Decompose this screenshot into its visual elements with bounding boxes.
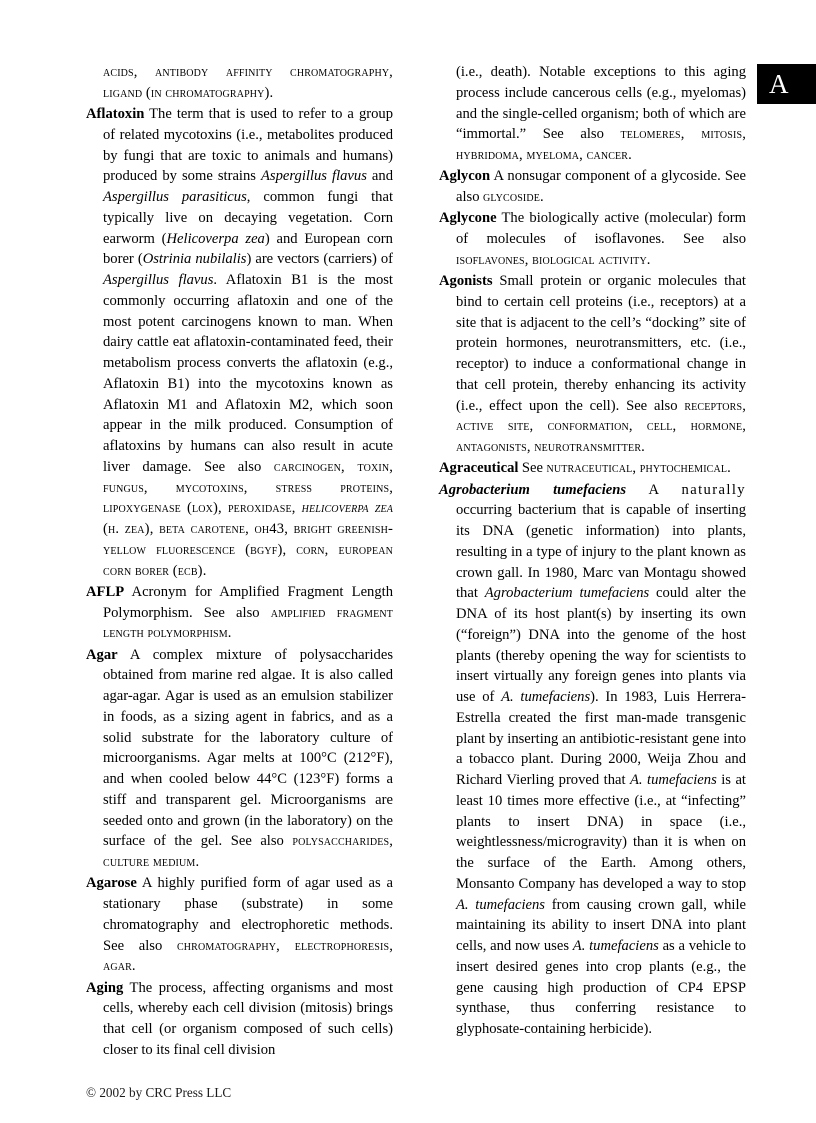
- cross-reference: polysaccharides, culture medium.: [103, 833, 393, 870]
- entry-text: See: [518, 460, 547, 477]
- scientific-name: Aspergillus flavus: [103, 272, 214, 288]
- cross-reference: nutraceutical, phytochemical.: [546, 460, 731, 477]
- entry-text: (i.e., death). Notable exceptions to this aging process include cancerous cells (e.g., myelomas) and the single-celled organism; both of which are “immortal.” See also: [456, 64, 746, 143]
- entry-headword: Agraceutical: [439, 460, 519, 477]
- entry-headword: Aglycone: [439, 210, 497, 227]
- cross-reference: (h. zea), beta carotene, oh43, bright greenish-yellow fluorescence (bgyf), corn, european corn borer (ecb).: [103, 521, 393, 579]
- entry-text: A: [626, 481, 682, 498]
- dictionary-entry: [86, 104, 393, 581]
- entry-text: as a vehicle to insert desired genes into crop plants (e.g., the gene causing high production of CP4 EPSP synthase, thus conferring resistance to glyphosate-containing herbicide).: [456, 938, 746, 1037]
- dictionary-entry: [439, 458, 746, 479]
- cross-reference: glycoside.: [483, 189, 544, 205]
- entry-text: The biologically active (molecular) form of molecules of isoflavones. See also: [456, 210, 746, 247]
- scientific-name: Ostrinia nubilalis: [142, 251, 247, 268]
- cross-reference: isoflavones, biological activity.: [456, 251, 651, 268]
- scientific-name: A. tumefaciens: [456, 896, 545, 913]
- alphabet-thumb-tab: A: [757, 64, 816, 104]
- dictionary-entry: [439, 271, 746, 458]
- two-column-text-body: [86, 62, 746, 1072]
- entry-continuation: [86, 62, 393, 104]
- entry-headword: Agarose: [86, 875, 137, 892]
- entry-headword: Agar: [86, 646, 118, 663]
- entry-text: naturally: [681, 481, 746, 498]
- entry-text: Acronym for Amplified Fragment Length Polymorphism. See also: [103, 583, 393, 621]
- cross-reference: receptors, active site, conformation, cell, hormone, antagonists, neurotransmitter.: [456, 397, 746, 455]
- entry-text: . Aflatoxin B1 is the most commonly occurring aflatoxin and one of the most potent carcinogens known to man. When dairy cattle eat aflatoxin-contaminated feed, their metabolism process converts the aflatoxin (e.g., Aflatoxin B1) into the mycotoxins known as Aflatoxin M1 and Aflatoxin M2, which soon appear in the milk produced. Consumption of aflatoxins by humans can also result in acute liver damage. See also: [103, 272, 393, 475]
- entry-text: occurring bacterium that is capable of inserting its DNA (genetic information) into plants, resulting in a type of injury to the plant known as crown gall. In 1980, Marc van Montagu showed that: [456, 502, 746, 602]
- entry-text: The term that is used to refer to a group of related mycotoxins (i.e., metabolites produced by fungi that are toxic to animals and humans) produced by some strains: [103, 106, 393, 185]
- entry-headword: Aging: [86, 979, 124, 996]
- entry-text: ). In 1983, Luis Herrera-Estrella created the first man-made transgenic plant by inserting an antibiotic-resistant gene into a tobacco plant. During 2000, Weija Zhou and Richard Vierling proved that: [456, 689, 746, 788]
- dictionary-entry: [439, 480, 746, 1040]
- entry-text: ) and European corn borer (: [103, 230, 393, 268]
- dictionary-entry: [86, 873, 393, 977]
- right-text-column: [439, 62, 746, 1072]
- entry-text: The process, affecting organisms and most cells, whereby each cell division (mitosis) brings that cell (or organism composed of such cells) closer to its final cell division: [103, 979, 393, 1058]
- entry-text: ) are vectors (carriers) of: [246, 251, 393, 268]
- dictionary-entry: [86, 645, 393, 873]
- scientific-name: A. tumefaciens: [572, 938, 659, 954]
- entry-text: Small protein or organic molecules that bind to certain cell proteins (i.e., receptors) at a site that is adjacent to the cell’s “docking” site of protein hormones, neurotransmitters, etc. (i.e., receptor) to induce a conformational change in that cell protein, thereby enhancing its activity (i.e., effect upon the cell). See also: [456, 273, 746, 414]
- entry-text: could alter the DNA of its host plant(s) by inserting its own (“foreign”) DNA into the genome of the host plants (thereby opening the way for scientists to insert virtually any foreign genes into plants via use of: [456, 585, 746, 705]
- dictionary-entry: [439, 166, 746, 208]
- entry-text: A highly purified form of agar used as a stationary phase (substrate) in some chromatography and electrophoretic methods. See also: [103, 875, 393, 954]
- copyright-footer: © 2002 by CRC Press LLC: [86, 1085, 232, 1100]
- dictionary-entry: [86, 978, 393, 1061]
- entry-headword: Agonists: [439, 273, 493, 289]
- entry-headword: Aglycon: [439, 168, 491, 185]
- cross-reference: helicoverpa zea: [301, 500, 393, 517]
- scientific-name: Aspergillus parasiticus: [103, 189, 247, 205]
- scientific-name: Agrobacterium tumefaciens: [484, 585, 650, 602]
- left-text-column: [86, 62, 393, 1072]
- scientific-name: Aspergillus flavus: [261, 168, 367, 185]
- entry-text: A complex mixture of polysaccharides obtained from marine red algae. It is also called agar-agar. Agar is used as an emulsion stabilizer in foods, as a sizing agent in fabrics, and as a solid substrate for the laboratory culture of microorganisms. Agar melts at 100°C (212°F), and when cooled below 44°C (123°F) forms a stiff and transparent gel. Microorganisms are seeded onto and grown (in the laboratory) on the surface of the gel. See also: [103, 646, 393, 850]
- entry-text: from causing crown gall, while maintaining its ability to insert DNA into plant cells, and now uses: [456, 896, 746, 954]
- entry-text: and: [366, 168, 393, 185]
- cross-reference: amplified fragment length polymorphism.: [103, 604, 393, 642]
- scientific-name: A. tumefaciens: [501, 689, 591, 705]
- cross-reference: acids, antibody affinity chromatography, ligand (in chromatography).: [103, 64, 393, 101]
- entry-headword: AFLP: [86, 583, 125, 600]
- entry-headword: Agrobacterium tumefaciens: [439, 481, 627, 498]
- scientific-name: A. tumefaciens: [630, 772, 717, 788]
- scientific-name: Helicoverpa zea: [166, 230, 265, 247]
- dictionary-entry: [439, 208, 746, 270]
- dictionary-entry: [86, 582, 393, 644]
- entry-continuation: [439, 62, 746, 166]
- entry-text: A nonsugar component of a glycoside. See also: [456, 168, 746, 205]
- cross-reference: carcinogen, toxin, fungus, mycotoxins, stress proteins, lipoxygenase (lox), peroxidase,: [103, 458, 393, 517]
- cross-reference: telomeres, mitosis, hybridoma, myeloma, cancer.: [456, 126, 747, 163]
- entry-text: , common fungi that typically live on decaying vegetation. Corn earworm (: [103, 189, 394, 247]
- entry-headword: Aflatoxin: [86, 106, 145, 122]
- entry-text: is at least 10 times more effective (i.e., at “infecting” plants to insert DNA) in space (i.e., weightlessness/microgravity) than it is when on the surface of the Earth. Among others, Monsanto Company has developed a way to stop: [456, 772, 746, 892]
- cross-reference: chromatography, electrophoresis, agar.: [103, 937, 393, 975]
